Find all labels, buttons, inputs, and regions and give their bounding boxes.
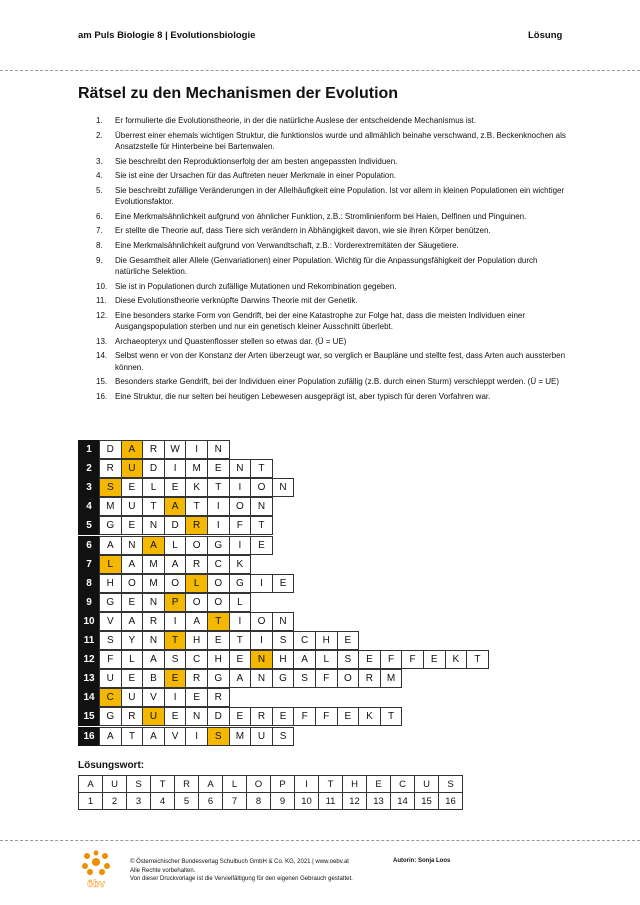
clue-text: Sie ist eine der Ursachen für das Auftreten neuer Merkmale in einer Population. (115, 171, 397, 181)
crossword-cell: N (250, 497, 273, 516)
crossword-row (78, 650, 489, 669)
solution-letter: C (391, 776, 415, 793)
clue-item (78, 185, 568, 208)
crossword-cell: E (250, 536, 273, 555)
clue-number: 11. (96, 296, 107, 306)
header-title: am Puls Biologie 8 | Evolutionsbiologie (78, 30, 256, 41)
clue-text: Eine Struktur, die nur selten bei heutigen Lebewesen ausgeprägt ist, aber typisch für deren Vorfahren war. (115, 391, 491, 401)
crossword-cell-highlighted: C (99, 688, 122, 707)
solution-number: 1 (79, 793, 103, 810)
clue-number: 3. (96, 156, 103, 166)
crossword-row-number: 14 (78, 688, 100, 707)
crossword-cell: A (229, 669, 252, 688)
crossword-cell: M (229, 727, 252, 746)
crossword-cell-highlighted: A (121, 440, 144, 459)
crossword-cell: S (293, 669, 316, 688)
crossword-cell: C (185, 650, 208, 669)
crossword-cell: R (99, 459, 122, 478)
crossword-row-number: 11 (78, 631, 100, 650)
solution-letter: P (271, 776, 295, 793)
footer-author: Autorin: Sonja Loos (393, 858, 451, 864)
header-divider (0, 70, 640, 71)
solution-letter: O (247, 776, 271, 793)
crossword-cell: D (142, 459, 165, 478)
crossword-cell: G (207, 669, 230, 688)
solution-letters-row (79, 776, 463, 793)
clue-item (78, 295, 568, 306)
clue-item (78, 170, 568, 181)
solution-number: 14 (391, 793, 415, 810)
crossword-cell: N (250, 669, 273, 688)
crossword-cell: U (250, 727, 273, 746)
crossword-cell: S (272, 631, 295, 650)
crossword-cell: K (445, 650, 468, 669)
crossword-row-number: 3 (78, 478, 100, 497)
crossword-row-number: 13 (78, 669, 100, 688)
clue-text: Eine Merkmalsähnlichkeit aufgrund von ähnlicher Funktion, z.B.: Stromlinienform bei Haien, Delfinen und Pinguinen. (115, 211, 527, 221)
crossword-cell: N (142, 516, 165, 535)
crossword-row (78, 440, 230, 459)
crossword-cell: A (121, 612, 144, 631)
crossword-cell: U (99, 669, 122, 688)
crossword-row-number: 4 (78, 497, 100, 516)
crossword-cell: I (164, 612, 187, 631)
crossword-cell: C (293, 631, 316, 650)
crossword-cell: L (121, 650, 144, 669)
clue-item (78, 255, 568, 278)
clue-item (78, 130, 568, 153)
crossword-cell: V (142, 688, 165, 707)
crossword-row-number: 1 (78, 440, 100, 459)
crossword-row-number: 16 (78, 727, 100, 746)
crossword-cell: M (142, 574, 165, 593)
crossword-row (78, 631, 359, 650)
solution-letter: H (343, 776, 367, 793)
crossword-row (78, 727, 294, 746)
clue-number: 9. (96, 255, 103, 265)
clue-text: Diese Evolutionstheorie verknüpfte Darwins Theorie mit der Genetik. (115, 296, 358, 306)
crossword-cell: L (164, 536, 187, 555)
crossword-cell: R (250, 707, 273, 726)
crossword-cell: G (99, 516, 122, 535)
crossword-cell: E (423, 650, 446, 669)
footer-line-1: © Österreichischer Bundesverlag Schulbuch GmbH & Co. KG, 2021 | www.oebv.at (130, 859, 349, 865)
crossword-cell: E (272, 707, 295, 726)
crossword-cell: L (229, 593, 252, 612)
solution-number: 4 (151, 793, 175, 810)
crossword-row (78, 459, 273, 478)
crossword-cell: R (185, 669, 208, 688)
crossword-cell: U (121, 497, 144, 516)
clue-item (78, 376, 568, 387)
crossword-cell-highlighted: L (99, 555, 122, 574)
crossword-cell: O (250, 612, 273, 631)
solution-letter: T (319, 776, 343, 793)
crossword-row (78, 574, 294, 593)
crossword-cell: K (185, 478, 208, 497)
crossword-cell: H (272, 650, 295, 669)
clue-number: 6. (96, 211, 103, 221)
clue-item (78, 115, 568, 126)
crossword-cell: O (164, 574, 187, 593)
solution-number: 9 (271, 793, 295, 810)
crossword-cell: E (272, 574, 295, 593)
crossword-cell: I (185, 727, 208, 746)
crossword-cell: E (121, 478, 144, 497)
crossword-cell: A (142, 727, 165, 746)
crossword-cell: K (358, 707, 381, 726)
clue-text: Die Gesamtheit aller Allele (Genvariationen) einer Population. Wichtig für die Anpassungsfähigkeit der Population durch natürliche Selektion. (115, 255, 538, 276)
footer-line-3: Von dieser Druckvorlage ist die Vervielfältigung für den eigenen Gebrauch gestattet. (130, 876, 353, 882)
crossword-cell: N (229, 459, 252, 478)
crossword-cell: C (207, 555, 230, 574)
crossword-cell-highlighted: A (142, 536, 165, 555)
crossword-cell: N (142, 631, 165, 650)
crossword-row-number: 15 (78, 707, 100, 726)
clue-text: Sie ist in Populationen durch zufällige Mutationen und Rekombination gegeben. (115, 281, 397, 291)
crossword-cell: E (229, 650, 252, 669)
solution-letter: S (127, 776, 151, 793)
crossword-row (78, 688, 230, 707)
clue-number: 1. (96, 116, 103, 125)
crossword-cell: K (229, 555, 252, 574)
crossword-cell: G (272, 669, 295, 688)
crossword-cell: R (142, 612, 165, 631)
crossword-cell: D (164, 516, 187, 535)
clue-number: 8. (96, 240, 103, 250)
crossword-row (78, 593, 251, 612)
crossword-cell: O (207, 574, 230, 593)
crossword-cell: O (229, 497, 252, 516)
crossword-cell: A (99, 536, 122, 555)
crossword-cell: H (185, 631, 208, 650)
crossword-cell: E (164, 707, 187, 726)
crossword-cell: G (207, 536, 230, 555)
crossword-cell: E (121, 516, 144, 535)
crossword-row (78, 497, 273, 516)
clue-item (78, 336, 568, 347)
crossword-cell: Y (121, 631, 144, 650)
crossword-cell-highlighted: U (142, 707, 165, 726)
crossword-row (78, 478, 294, 497)
crossword-cell: W (164, 440, 187, 459)
logo-text: öbv (87, 879, 105, 890)
crossword-cell: F (315, 707, 338, 726)
crossword-cell: L (315, 650, 338, 669)
clue-item (78, 156, 568, 167)
crossword-cell: T (466, 650, 489, 669)
crossword-cell: N (121, 536, 144, 555)
crossword-cell: E (121, 593, 144, 612)
crossword-cell: I (207, 497, 230, 516)
footer-divider (0, 840, 640, 841)
clue-number: 15. (96, 377, 108, 387)
clue-text: Eine besonders starke Form von Gendrift, bei der eine Katastrophe zur Folge hat, dass die meisten Individuen einer Ausgangspopulation sterben und nur ein genetisch kleiner Ausschnitt überlebt. (115, 310, 526, 332)
crossword-cell: N (272, 478, 295, 497)
clue-number: 10. (96, 281, 108, 291)
crossword-cell: E (164, 478, 187, 497)
crossword-cell: F (315, 669, 338, 688)
solution-number: 11 (319, 793, 343, 810)
crossword-cell-highlighted: N (250, 650, 273, 669)
crossword-cell: T (380, 707, 403, 726)
crossword-cell: T (229, 631, 252, 650)
crossword-row (78, 555, 251, 574)
clue-number: 13. (96, 336, 108, 346)
crossword-cell: N (272, 612, 295, 631)
solution-letter: T (151, 776, 175, 793)
page-title: Rätsel zu den Mechanismen der Evolution (78, 85, 399, 102)
crossword-cell: T (250, 459, 273, 478)
crossword-cell-highlighted: S (99, 478, 122, 497)
crossword-cell-highlighted: E (164, 669, 187, 688)
solution-letter: S (439, 776, 463, 793)
crossword-cell-highlighted: L (185, 574, 208, 593)
crossword-row-number: 12 (78, 650, 100, 669)
solution-letter: A (79, 776, 103, 793)
clue-list (78, 115, 568, 406)
clue-item (78, 391, 568, 402)
clue-text: Selbst wenn er von der Konstanz der Arten überzeugt war, so verglich er Baupläne und stellte fest, dass Arten auch aussterben können. (115, 351, 566, 372)
solution-letter: U (103, 776, 127, 793)
crossword-cell: G (99, 593, 122, 612)
crossword-cell: H (207, 650, 230, 669)
solution-letter: I (295, 776, 319, 793)
footer-copyright (130, 858, 353, 884)
crossword-cell: N (185, 707, 208, 726)
crossword-cell: U (121, 688, 144, 707)
crossword-cell: I (250, 631, 273, 650)
crossword-cell: F (401, 650, 424, 669)
solution-number: 7 (223, 793, 247, 810)
crossword-cell: V (99, 612, 122, 631)
solution-number: 16 (439, 793, 463, 810)
solution-letter: R (175, 776, 199, 793)
crossword-cell: O (337, 669, 360, 688)
solution-number: 15 (415, 793, 439, 810)
crossword-cell: F (380, 650, 403, 669)
crossword-row-number: 9 (78, 593, 100, 612)
crossword-cell: R (207, 688, 230, 707)
crossword-cell: M (99, 497, 122, 516)
solution-number: 3 (127, 793, 151, 810)
crossword-cell: D (99, 440, 122, 459)
solution-number: 13 (367, 793, 391, 810)
footer-line-2: Alle Rechte vorbehalten. (130, 867, 196, 874)
clue-number: 16. (96, 391, 108, 401)
crossword-cell-highlighted: T (164, 631, 187, 650)
crossword-cell: O (185, 593, 208, 612)
crossword-cell-highlighted: U (121, 459, 144, 478)
crossword-row (78, 516, 273, 535)
crossword-cell: I (229, 612, 252, 631)
clue-number: 7. (96, 226, 103, 236)
crossword-cell: R (142, 440, 165, 459)
crossword-cell: A (164, 555, 187, 574)
crossword-cell: I (164, 459, 187, 478)
clue-item (78, 281, 568, 292)
clue-text: Sie beschreibt den Reproduktionserfolg der am besten angepassten Individuen. (115, 156, 398, 166)
clue-number: 2. (96, 130, 103, 140)
clue-text: Archaeopteryx und Quastenflosser stellen so etwas dar. (Ü = UE) (115, 336, 347, 346)
solution-letter: A (199, 776, 223, 793)
crossword-cell: M (185, 459, 208, 478)
clue-item (78, 310, 568, 333)
crossword-cell: F (229, 516, 252, 535)
crossword-cell: I (207, 516, 230, 535)
crossword-cell: F (293, 707, 316, 726)
crossword-row-number: 6 (78, 536, 100, 555)
solution-letter: L (223, 776, 247, 793)
crossword-row-number: 8 (78, 574, 100, 593)
clue-item (78, 240, 568, 251)
crossword-cell: A (185, 612, 208, 631)
crossword-cell: M (380, 669, 403, 688)
crossword-cell: E (337, 707, 360, 726)
crossword-cell: H (315, 631, 338, 650)
solution-numbers-row (79, 793, 463, 810)
solution-number: 8 (247, 793, 271, 810)
crossword-cell: E (207, 631, 230, 650)
crossword-cell: H (99, 574, 122, 593)
solution-number: 5 (175, 793, 199, 810)
crossword-cell: R (121, 707, 144, 726)
crossword-cell: S (164, 650, 187, 669)
clue-item (78, 211, 568, 222)
solution-table (78, 775, 463, 810)
oebv-logo (78, 850, 114, 890)
crossword-cell-highlighted: T (207, 612, 230, 631)
crossword-cell: L (142, 478, 165, 497)
header-solution-label: Lösung (528, 30, 563, 41)
crossword-cell: R (185, 555, 208, 574)
crossword-cell: N (142, 593, 165, 612)
crossword-row-number: 10 (78, 612, 100, 631)
clue-text: Eine Merkmalsähnlichkeit aufgrund von Verwandtschaft, z.B.: Vorderextremitäten der Säugetiere. (115, 240, 459, 250)
crossword-row (78, 707, 402, 726)
crossword-cell: G (99, 707, 122, 726)
crossword-cell-highlighted: P (164, 593, 187, 612)
crossword-cell: G (229, 574, 252, 593)
crossword-cell: I (185, 440, 208, 459)
crossword-row (78, 536, 273, 555)
crossword-row-number: 2 (78, 459, 100, 478)
crossword-cell: M (142, 555, 165, 574)
crossword-cell: B (142, 669, 165, 688)
crossword-row (78, 612, 294, 631)
crossword-cell: I (250, 574, 273, 593)
crossword-cell: T (142, 497, 165, 516)
crossword-cell: E (207, 459, 230, 478)
crossword-cell: E (229, 707, 252, 726)
solution-letter: U (415, 776, 439, 793)
crossword-cell: T (121, 727, 144, 746)
solution-number: 12 (343, 793, 367, 810)
crossword-cell: E (185, 688, 208, 707)
crossword-row-number: 5 (78, 516, 100, 535)
crossword-cell: T (207, 478, 230, 497)
clue-number: 12. (96, 310, 108, 320)
crossword-cell: O (121, 574, 144, 593)
clue-number: 14. (96, 351, 108, 361)
crossword-cell: V (164, 727, 187, 746)
crossword-cell: S (99, 631, 122, 650)
crossword-cell: E (358, 650, 381, 669)
clue-item (78, 350, 568, 373)
crossword-cell: S (272, 727, 295, 746)
crossword-cell: O (207, 593, 230, 612)
crossword-cell: I (229, 536, 252, 555)
crossword-cell: I (164, 688, 187, 707)
clue-text: Er stellte die Theorie auf, dass Tiere sich verändern in Abhängigkeit davon, wie sie ihren Körper benützen. (115, 226, 491, 236)
crossword-cell: T (250, 516, 273, 535)
clue-text: Sie beschreibt zufällige Veränderungen in der Allelhäufigkeit eine Population. Ist vor allem in kleinen Populationen ein wichtiger Evolutionsfaktor. (115, 185, 565, 207)
solution-number: 2 (103, 793, 127, 810)
crossword-cell: T (185, 497, 208, 516)
crossword-cell: S (337, 650, 360, 669)
crossword-cell: E (337, 631, 360, 650)
crossword-cell: E (121, 669, 144, 688)
crossword-cell: A (293, 650, 316, 669)
crossword-cell: A (121, 555, 144, 574)
crossword-cell: R (358, 669, 381, 688)
solution-letter: E (367, 776, 391, 793)
crossword-cell: A (99, 727, 122, 746)
solution-label: Lösungswort: (78, 760, 145, 771)
crossword-cell: O (185, 536, 208, 555)
crossword-row (78, 669, 402, 688)
crossword-cell: D (207, 707, 230, 726)
clue-text: Er formulierte die Evolutionstheorie, in der die natürliche Auslese der entscheidende Mechanismus ist. (115, 116, 477, 125)
crossword-cell: I (229, 478, 252, 497)
crossword-cell: O (250, 478, 273, 497)
crossword-cell-highlighted: A (164, 497, 187, 516)
crossword-cell-highlighted: R (185, 516, 208, 535)
crossword-cell: F (99, 650, 122, 669)
solution-number: 10 (295, 793, 319, 810)
crossword-cell-highlighted: S (207, 727, 230, 746)
crossword-row-number: 7 (78, 555, 100, 574)
crossword-cell: N (207, 440, 230, 459)
clue-number: 5. (96, 185, 103, 195)
clue-text: Überrest einer ehemals wichtigen Struktur, die funktionslos wurde und allmählich beinahe verschwand, z.B. Beckenknochen als Ansatzstelle für Hinterbeine bei Bartenwalen. (115, 130, 566, 151)
crossword-cell: A (142, 650, 165, 669)
clue-item (78, 225, 568, 236)
solution-number: 6 (199, 793, 223, 810)
clue-text: Besonders starke Gendrift, bei der Individuen einer Population zufällig (z.B. durch einen Sturm) verschleppt werden. (Ü = UE) (115, 377, 559, 387)
clue-number: 4. (96, 171, 103, 181)
